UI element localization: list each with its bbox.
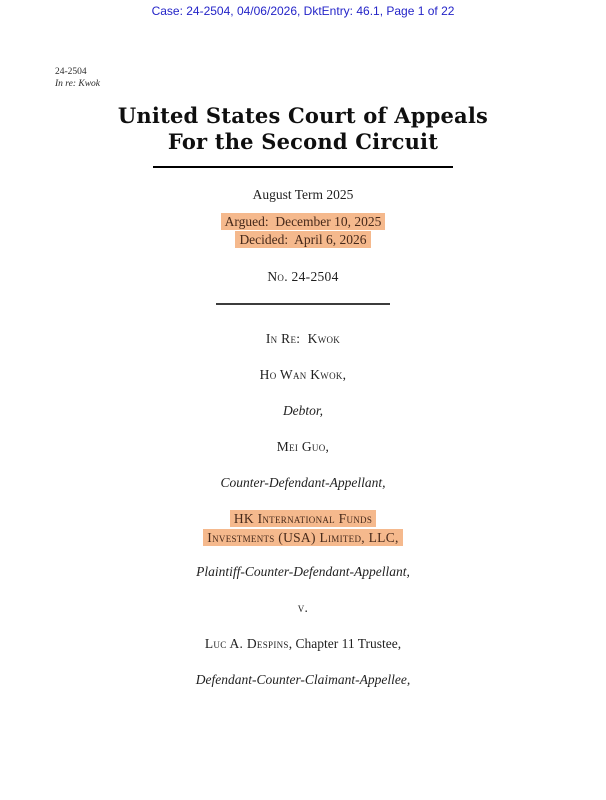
debtor-role: Debtor, [282,403,324,418]
argued-line [0,213,606,231]
hk-funds-name-line2-wrap [0,530,606,545]
debtor-name: Ho Wan Kwok, [259,367,347,382]
versus-line: v. [297,600,309,615]
trustee-name: Luc A. Despins [204,636,289,651]
court-title-line2: For the Second Circuit [167,129,439,154]
trustee-line [0,636,606,651]
court-title [0,103,606,155]
term-line: August Term 2025 [252,187,354,202]
decided-line [0,231,606,249]
hk-funds-name-line2-highlight: Investments (USA) Limited, LLC, [203,529,402,546]
case-caption [0,331,606,687]
appellant-guo-name: Mei Guo, [276,439,330,454]
decided-date-highlight: Decided: April 6, 2026 [235,231,370,248]
corner-case-number: 24-2504 [55,67,87,77]
corner-stamp [55,66,100,90]
argued-date-highlight: Argued: December 10, 2025 [221,213,386,230]
docket-entry-header: Case: 24-2504, 04/06/2026, DktEntry: 46.1, Page 1 of 22 [151,4,455,18]
trustee-role: Defendant-Counter-Claimant-Appellee, [195,672,411,687]
divider-caption [216,303,390,305]
hk-funds-name-line1-highlight: HK International Funds [230,510,376,527]
corner-case-name: In re: Kwok [55,79,101,89]
court-title-line1: United States Court of Appeals [117,103,489,128]
divider-top [153,166,453,168]
trustee-title: , Chapter 11 Trustee, [288,636,402,651]
appellant-guo-role: Counter-Defendant-Appellant, [220,475,386,490]
in-re-line: In Re: Kwok [265,331,341,346]
hk-funds-role: Plaintiff-Counter-Defendant-Appellant, [196,564,410,579]
hk-funds-name-line1-wrap [0,511,606,526]
docket-number: No. 24-2504 [267,269,339,284]
dates-block [0,213,606,249]
